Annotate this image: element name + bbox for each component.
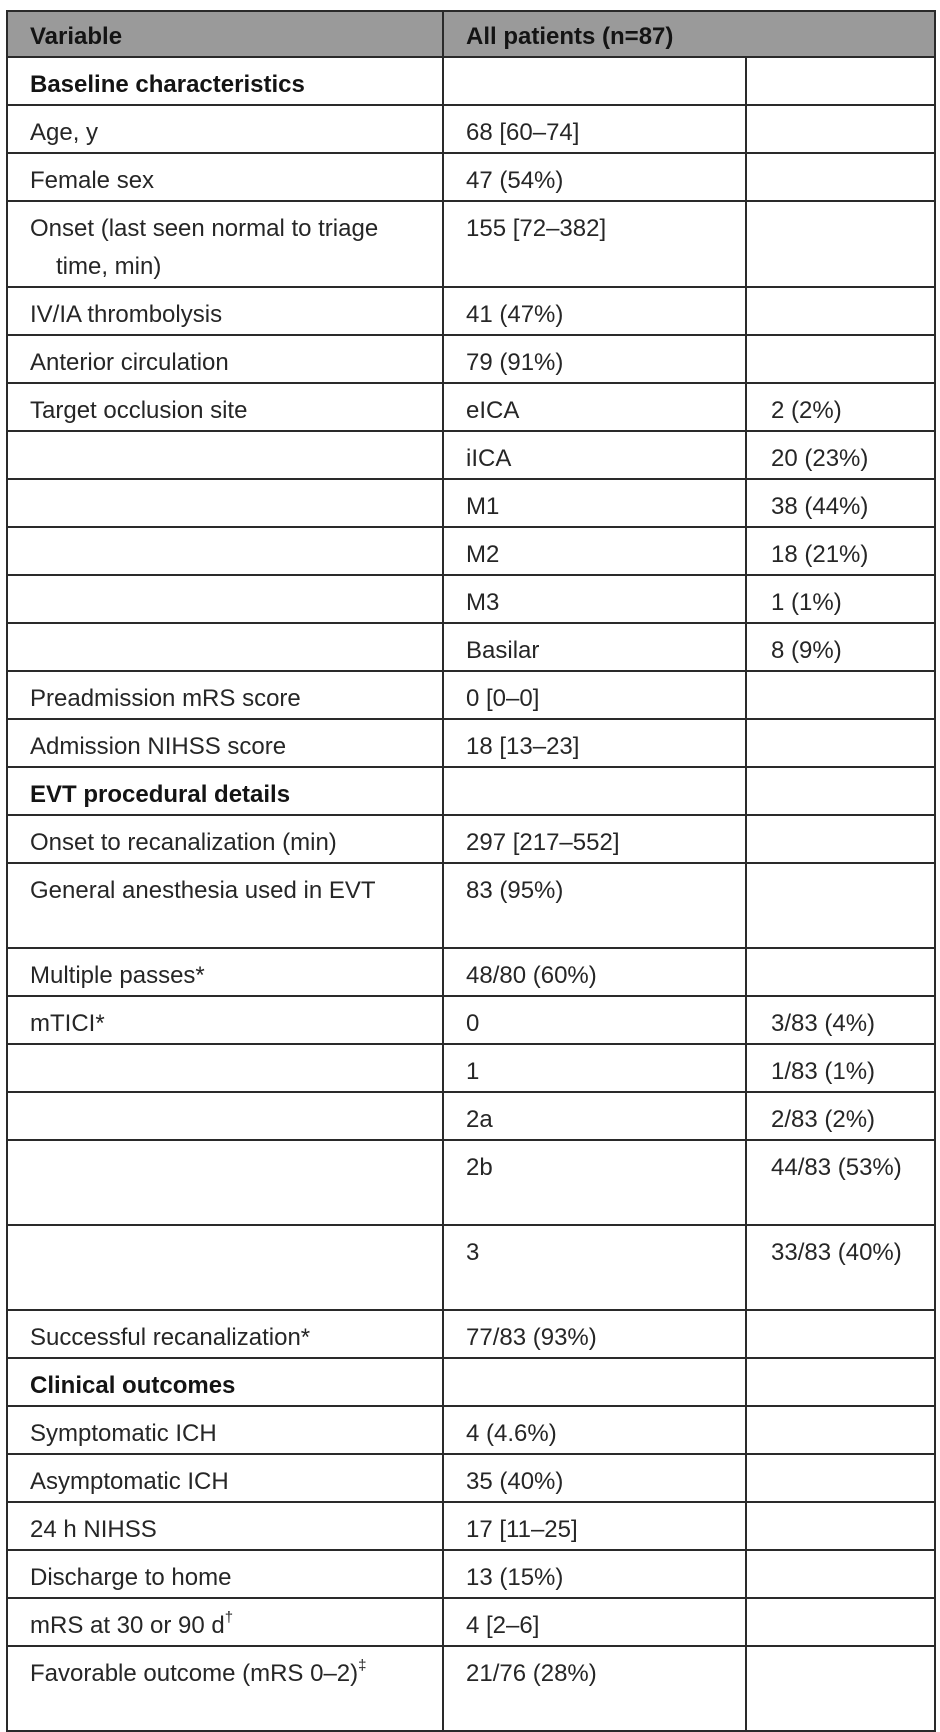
subgroup-value-cell — [746, 201, 935, 287]
subgroup-value: 44/83 (53%) — [771, 1154, 902, 1181]
variable-label: Admission NIHSS score — [30, 733, 287, 760]
table-row — [7, 527, 935, 575]
variable-label: IV/IA thrombolysis — [30, 301, 223, 328]
variable-label: 24 h NIHSS — [30, 1516, 157, 1543]
table-row — [7, 1454, 935, 1502]
table-row — [7, 105, 935, 153]
subgroup-value-cell — [746, 1140, 935, 1225]
table-body — [7, 57, 935, 1731]
value-cell: 41 (47%) — [443, 287, 746, 335]
table-row — [7, 201, 935, 287]
subgroup-value-cell — [746, 527, 935, 575]
value-cell: 48/80 (60%) — [443, 948, 746, 996]
subgroup-value-cell — [746, 383, 935, 431]
subgroup-value-cell — [746, 948, 935, 996]
variable-label: Onset (last seen normal to triage time, min) — [30, 215, 379, 280]
subgroup-value-cell — [746, 863, 935, 948]
variable-label: Anterior circulation — [30, 349, 229, 376]
table-row — [7, 1092, 935, 1140]
variable-cell — [7, 1140, 443, 1225]
subgroup-value-cell — [746, 815, 935, 863]
value-cell: 68 [60–74] — [443, 105, 746, 153]
table-row — [7, 1502, 935, 1550]
value-cell: M1 — [443, 479, 746, 527]
variable-cell — [7, 1646, 443, 1731]
table-row — [7, 1310, 935, 1358]
variable-label: Female sex — [30, 167, 155, 194]
variable-label: Onset to recanalization (min) — [30, 829, 337, 856]
variable-label: Target occlusion site — [30, 397, 248, 424]
subgroup-value: 3/83 (4%) — [771, 1010, 876, 1037]
variable-label: Preadmission mRS score — [30, 685, 301, 712]
value-cell: 1 — [443, 1044, 746, 1092]
value-cell: 297 [217–552] — [443, 815, 746, 863]
value-cell: 79 (91%) — [443, 335, 746, 383]
variable-label: General anesthesia used in EVT — [30, 877, 376, 904]
subgroup-value-cell — [746, 1406, 935, 1454]
subgroup-value-cell — [746, 575, 935, 623]
subgroup-value-cell — [746, 1502, 935, 1550]
variable-cell — [7, 996, 443, 1044]
variable-label: mTICI* — [30, 1010, 105, 1037]
subgroup-value: 1 (1%) — [771, 589, 842, 616]
subgroup-value-cell — [746, 57, 935, 105]
subgroup-value-cell — [746, 1598, 935, 1646]
table-row — [7, 623, 935, 671]
section-row — [7, 767, 935, 815]
value-cell: 47 (54%) — [443, 153, 746, 201]
section-row — [7, 57, 935, 105]
variable-cell — [7, 671, 443, 719]
subgroup-value-cell — [746, 1044, 935, 1092]
subgroup-value-cell — [746, 671, 935, 719]
subgroup-value: 33/83 (40%) — [771, 1239, 902, 1266]
value-cell: eICA — [443, 383, 746, 431]
results-table-container — [6, 10, 934, 1732]
subgroup-value-cell — [746, 1310, 935, 1358]
table-row — [7, 671, 935, 719]
variable-cell — [7, 431, 443, 479]
subgroup-value-cell — [746, 767, 935, 815]
variable-cell — [7, 383, 443, 431]
subgroup-value-cell — [746, 105, 935, 153]
footnote-marker: † — [224, 1609, 234, 1626]
value-cell: 83 (95%) — [443, 863, 746, 948]
variable-cell — [7, 1044, 443, 1092]
table-row — [7, 863, 935, 948]
subgroup-value: 38 (44%) — [771, 493, 869, 520]
value-cell: 13 (15%) — [443, 1550, 746, 1598]
subgroup-value: 8 (9%) — [771, 637, 842, 664]
section-heading: EVT procedural details — [7, 767, 443, 815]
table-row — [7, 1140, 935, 1225]
subgroup-value-cell — [746, 1550, 935, 1598]
variable-cell — [7, 1310, 443, 1358]
value-cell: 77/83 (93%) — [443, 1310, 746, 1358]
variable-cell — [7, 1092, 443, 1140]
table-row — [7, 479, 935, 527]
variable-label: Successful recanalization* — [30, 1324, 311, 1351]
variable-label: Age, y — [30, 119, 99, 146]
subgroup-value-cell — [746, 479, 935, 527]
table-row — [7, 431, 935, 479]
variable-cell — [7, 719, 443, 767]
variable-cell — [7, 287, 443, 335]
subgroup-value-cell — [746, 1646, 935, 1731]
variable-cell — [7, 479, 443, 527]
value-cell: M2 — [443, 527, 746, 575]
variable-label: Asymptomatic ICH — [30, 1468, 229, 1495]
variable-cell — [7, 201, 443, 287]
value-cell: 2a — [443, 1092, 746, 1140]
table-row — [7, 1598, 935, 1646]
variable-cell — [7, 1550, 443, 1598]
variable-cell — [7, 335, 443, 383]
value-cell: 17 [11–25] — [443, 1502, 746, 1550]
variable-cell — [7, 1454, 443, 1502]
subgroup-value-cell — [746, 623, 935, 671]
variable-cell — [7, 1598, 443, 1646]
value-cell: 4 [2–6] — [443, 1598, 746, 1646]
value-cell — [443, 1358, 746, 1406]
section-heading: Baseline characteristics — [7, 57, 443, 105]
value-cell: iICA — [443, 431, 746, 479]
variable-cell — [7, 863, 443, 948]
table-row — [7, 1044, 935, 1092]
variable-cell — [7, 1225, 443, 1310]
footnote-marker: ‡ — [358, 1657, 367, 1674]
subgroup-value: 20 (23%) — [771, 445, 869, 472]
variable-cell — [7, 153, 443, 201]
subgroup-value-cell — [746, 996, 935, 1044]
value-cell — [443, 767, 746, 815]
table-row — [7, 335, 935, 383]
subgroup-value: 18 (21%) — [771, 541, 869, 568]
table-row — [7, 1646, 935, 1731]
value-cell: 21/76 (28%) — [443, 1646, 746, 1731]
variable-cell — [7, 623, 443, 671]
table-row — [7, 719, 935, 767]
variable-label: Multiple passes* — [30, 962, 205, 989]
section-row — [7, 1358, 935, 1406]
subgroup-value: 2/83 (2%) — [771, 1106, 876, 1133]
table-row — [7, 287, 935, 335]
patient-characteristics-table — [6, 10, 936, 1732]
subgroup-value-cell — [746, 719, 935, 767]
subgroup-value: 2 (2%) — [771, 397, 842, 424]
table-row — [7, 1406, 935, 1454]
header-row — [7, 11, 935, 57]
value-cell: 35 (40%) — [443, 1454, 746, 1502]
variable-cell — [7, 527, 443, 575]
variable-label: Symptomatic ICH — [30, 1420, 217, 1447]
subgroup-value-cell — [746, 1092, 935, 1140]
variable-cell — [7, 948, 443, 996]
variable-label: Favorable outcome (mRS 0–2)‡ — [30, 1657, 367, 1687]
subgroup-value-cell — [746, 1454, 935, 1502]
value-cell: 155 [72–382] — [443, 201, 746, 287]
value-cell: 0 [0–0] — [443, 671, 746, 719]
variable-label: mRS at 30 or 90 d† — [30, 1609, 234, 1639]
subgroup-value-cell — [746, 1225, 935, 1310]
subgroup-value-cell — [746, 287, 935, 335]
table-row — [7, 153, 935, 201]
subgroup-value: 1/83 (1%) — [771, 1058, 876, 1085]
table-row — [7, 1550, 935, 1598]
variable-cell — [7, 575, 443, 623]
header-variable: Variable — [7, 11, 443, 57]
header-all-patients: All patients (n=87) — [443, 11, 935, 57]
table-row — [7, 996, 935, 1044]
variable-cell — [7, 1406, 443, 1454]
table-row — [7, 1225, 935, 1310]
value-cell: 3 — [443, 1225, 746, 1310]
variable-cell — [7, 1502, 443, 1550]
value-cell: M3 — [443, 575, 746, 623]
subgroup-value-cell — [746, 153, 935, 201]
subgroup-value-cell — [746, 335, 935, 383]
table-row — [7, 815, 935, 863]
table-row — [7, 948, 935, 996]
value-cell: 2b — [443, 1140, 746, 1225]
value-cell: 4 (4.6%) — [443, 1406, 746, 1454]
variable-cell — [7, 815, 443, 863]
subgroup-value-cell — [746, 431, 935, 479]
section-heading: Clinical outcomes — [7, 1358, 443, 1406]
subgroup-value-cell — [746, 1358, 935, 1406]
value-cell: Basilar — [443, 623, 746, 671]
table-row — [7, 575, 935, 623]
variable-label: Discharge to home — [30, 1564, 232, 1591]
variable-cell — [7, 105, 443, 153]
value-cell: 0 — [443, 996, 746, 1044]
value-cell — [443, 57, 746, 105]
table-row — [7, 383, 935, 431]
value-cell: 18 [13–23] — [443, 719, 746, 767]
